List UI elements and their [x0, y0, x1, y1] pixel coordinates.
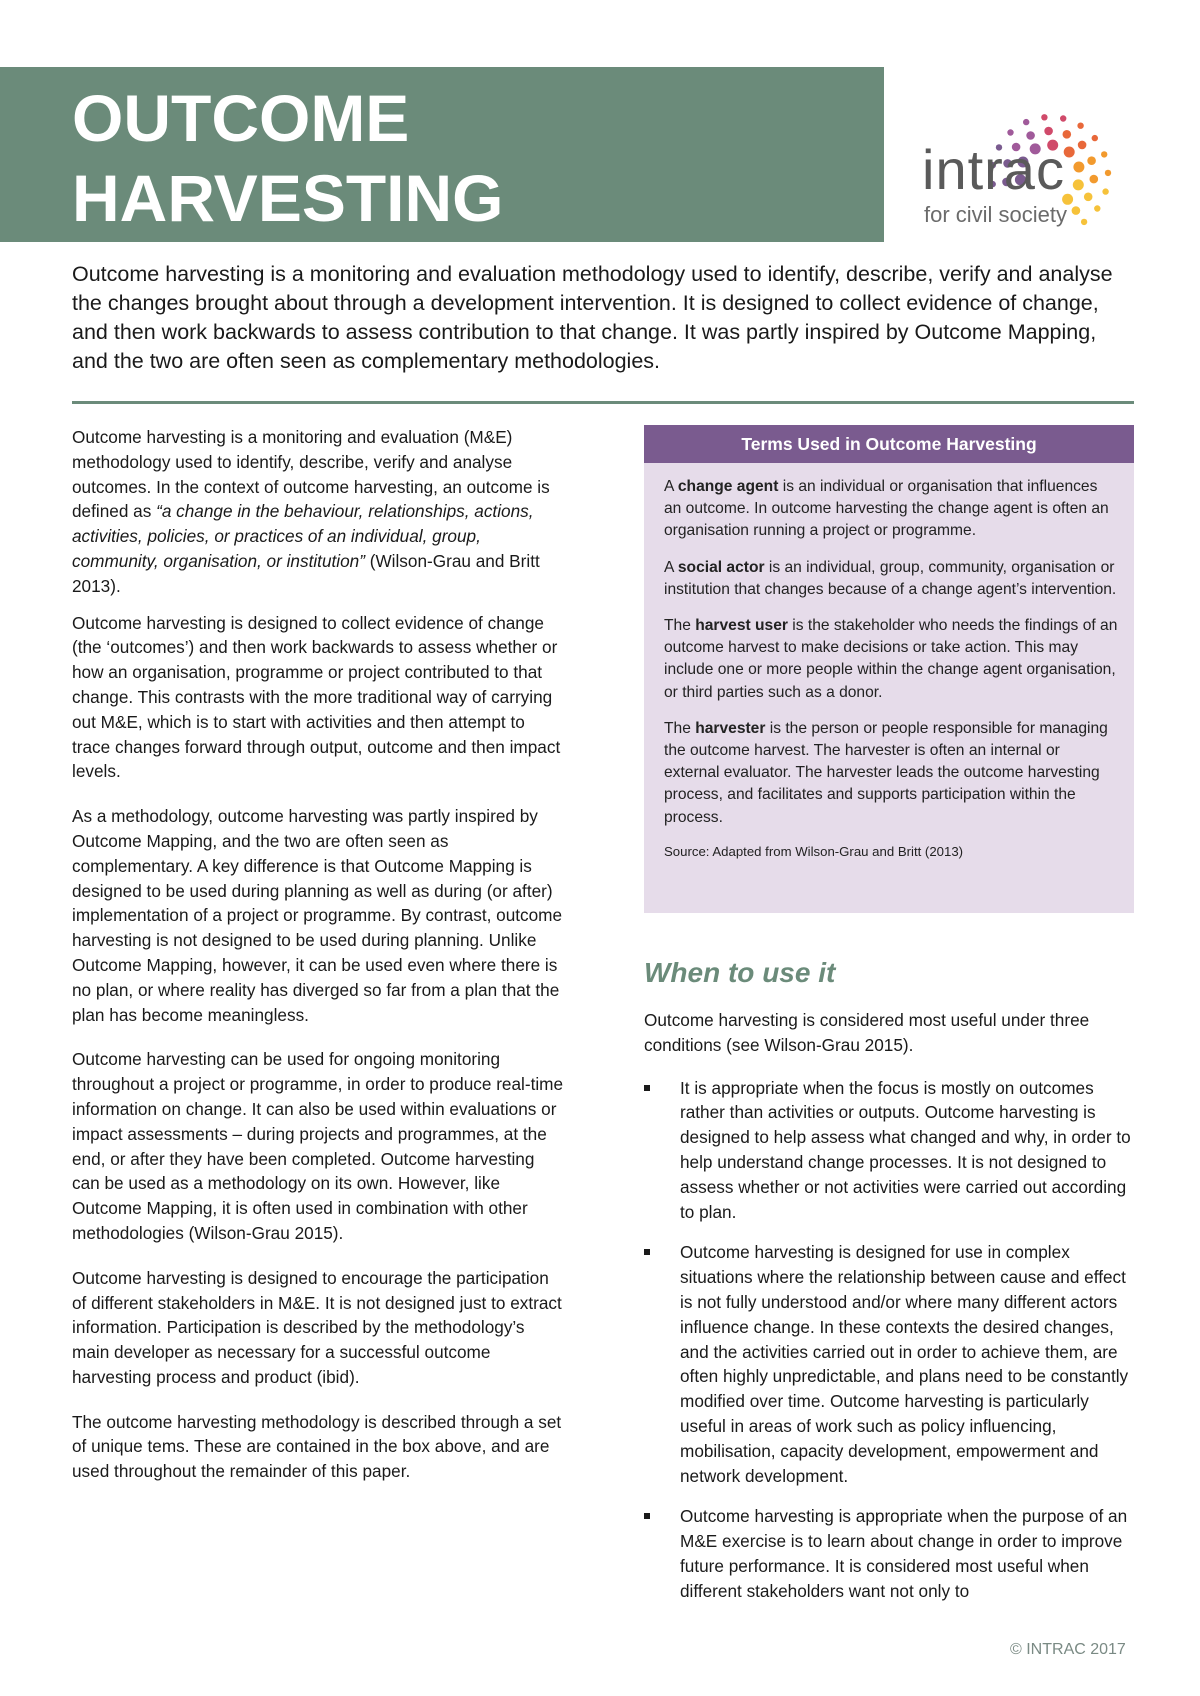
when-lead-paragraph: Outcome harvesting is considered most useful under three conditions (see Wilson-Grau 2015). — [644, 1010, 1090, 1055]
logo-dot — [1090, 175, 1099, 184]
term-definition-harvester — [664, 718, 1119, 829]
term-definition-harvest-user — [664, 615, 1119, 704]
list-item-text: Outcome harvesting is designed for use in complex situations where the relationship between cause and effect is not fully understood and/or where many different actors influence change. In these contexts the desired changes, and the activities carried out in order to achieve them, are often highly unpredictable, and plans need to be constantly modified over time. Outcome harvesting is particularly useful in areas of work such as policy influencing, mobilisation, capacity development, empowerment and network development. — [680, 1242, 1129, 1486]
logo-dot — [1060, 115, 1066, 121]
logo-dot — [1101, 151, 1107, 157]
term-prefix: A — [664, 558, 678, 576]
logo-dot — [1007, 129, 1013, 135]
term-definition-social-actor — [664, 557, 1119, 601]
conditions-list — [644, 1076, 1136, 1604]
logo-dot — [1073, 179, 1084, 190]
body-paragraph: Outcome harvesting can be used for ongoing monitoring throughout a project or programme, in order to produce real-time information on change. It can also be used within evaluations or impact assessments – during projects and programmes, at the end, or after they have been completed. Outcome harvesting can be used as a methodology on its own. However, like Outcome Mapping, it is often used in combination with other methodologies (Wilson-Grau 2015). — [72, 1049, 564, 1243]
logo-dot — [1072, 206, 1081, 215]
terms-source-note: Source: Adapted from Wilson-Grau and Britt (2013) — [664, 843, 964, 859]
square-bullet-icon — [644, 1249, 650, 1255]
body-paragraph — [72, 425, 566, 599]
outcome-definition-quote: “a change in the behaviour, relationships, actions, activities, policies, or practices of an individual, group, community, organisation, or institution” — [72, 501, 534, 571]
logo-dot — [1077, 123, 1083, 129]
when-to-use-heading: When to use it — [644, 957, 836, 988]
terms-box-heading: Terms Used in Outcome Harvesting — [644, 425, 1134, 463]
logo-dot — [1041, 114, 1047, 120]
logo-dot — [1073, 162, 1084, 173]
logo-dot — [1102, 188, 1108, 194]
list-item — [644, 1076, 1136, 1225]
page-title — [72, 78, 504, 238]
term-text: is the person or people responsible for managing the outcome harvest. The harvester is often an internal or external evaluator. The harvester leads the outcome harvesting process, and facilitates and supports participation within the process. — [664, 719, 1108, 826]
logo-dot — [1092, 135, 1098, 141]
logo-dot — [1081, 219, 1087, 225]
term-text: is an individual, group, community, organisation or institution that changes because of a change agent’s intervention. — [664, 558, 1117, 598]
body-paragraph: The outcome harvesting methodology is described through a set of unique tems. These are contained in the box above, and are used throughout the remainder of this paper. — [72, 1411, 562, 1482]
term-name: social actor — [677, 558, 765, 576]
term-prefix: A — [664, 478, 678, 495]
square-bullet-icon — [644, 1085, 650, 1091]
body-paragraph: Outcome harvesting is designed to collect evidence of change (the ‘outcomes’) and then work backwards to assess whether or how an organisation, programme or project contributed to that change. This contrasts with the more traditional way of carrying out M&E, which is to start with activities and then attempt to trace changes forward through output, outcome and then impact levels. — [72, 612, 561, 782]
list-item-text: It is appropriate when the focus is mostly on outcomes rather than activities or outputs. Outcome harvesting is designed to help assess what changed and why, in order to help understand change processes. It is not designed to assess whether or not activities were carried out according to plan. — [680, 1077, 1131, 1222]
logo-dot — [1023, 119, 1029, 125]
terms-box-body — [664, 476, 1119, 875]
logo-tagline: for civil society — [924, 202, 1068, 227]
intro-paragraph: Outcome harvesting is a monitoring and evaluation methodology used to identify, describe, verify and analyse the changes brought about through a development intervention. It is designed to collect evidence of change, and then work backwards to assess contribution to that change. It was partly inspired by Outcome Mapping, and the two are often seen as complementary methodologies. — [72, 262, 1113, 373]
copyright-notice: © INTRAC 2017 — [1010, 1641, 1126, 1658]
term-name: change agent — [677, 478, 779, 495]
term-definition-change-agent — [664, 476, 1119, 543]
term-prefix: The — [664, 719, 696, 737]
logo-dot — [1064, 147, 1075, 158]
square-bullet-icon — [644, 1513, 650, 1519]
list-item — [644, 1240, 1136, 1488]
logo-wordmark: intrac — [922, 138, 1065, 201]
right-column — [644, 1008, 1136, 1620]
logo-dot — [1094, 205, 1100, 211]
logo-dot — [1078, 141, 1087, 150]
body-text: (Wilson-Grau and Britt 2013). — [72, 550, 540, 596]
page-title-line-1: OUTCOME — [72, 81, 410, 155]
term-prefix: The — [664, 617, 696, 635]
section-divider — [72, 401, 1134, 404]
term-text: is an individual or organisation that influences an outcome. In outcome harvesting the change agent is often an organisation running a project or programme. — [664, 478, 1109, 540]
term-name: harvest user — [695, 617, 788, 635]
list-item — [644, 1504, 1136, 1603]
left-column — [72, 425, 566, 1496]
body-text: Outcome harvesting is a monitoring and evaluation (M&E) methodology used to identify, describe, verify and analyse outcomes. In the context of outcome harvesting, an outcome is defined as — [72, 427, 550, 522]
body-paragraph: Outcome harvesting is designed to encourage the participation of different stakeholders in M&E. It is not designed just to extract information. Participation is described by the methodology’s main developer as necessary for a successful outcome harvesting process and product (ibid). — [72, 1267, 562, 1387]
term-text: is the stakeholder who needs the findings of an outcome harvest to make decisions or take action. This may include one or more people within the change agent organisation, or third parties such as a donor. — [664, 617, 1118, 701]
logo-dot — [1087, 156, 1096, 165]
logo-dot — [1105, 170, 1111, 176]
body-paragraph: As a methodology, outcome harvesting was partly inspired by Outcome Mapping, and the two are often seen as complementary. A key difference is that Outcome Mapping is designed to be used during planning as well as during (or after) implementation of a project or programme. By contrast, outcome harvesting is not designed to be used during planning. Unlike Outcome Mapping, however, it can be used even where there is no plan, or where reality has diverged so far from a plan that the plan has become meaningless. — [72, 806, 563, 1025]
term-name: harvester — [695, 719, 766, 737]
list-item-text: Outcome harvesting is appropriate when the purpose of an M&E exercise is to learn about change in order to improve future performance. It is considered most useful when different stakeholders want not only to — [680, 1506, 1128, 1601]
page-title-line-2: HARVESTING — [72, 161, 504, 235]
logo-dot — [1084, 193, 1093, 202]
logo-dot — [1044, 127, 1053, 136]
